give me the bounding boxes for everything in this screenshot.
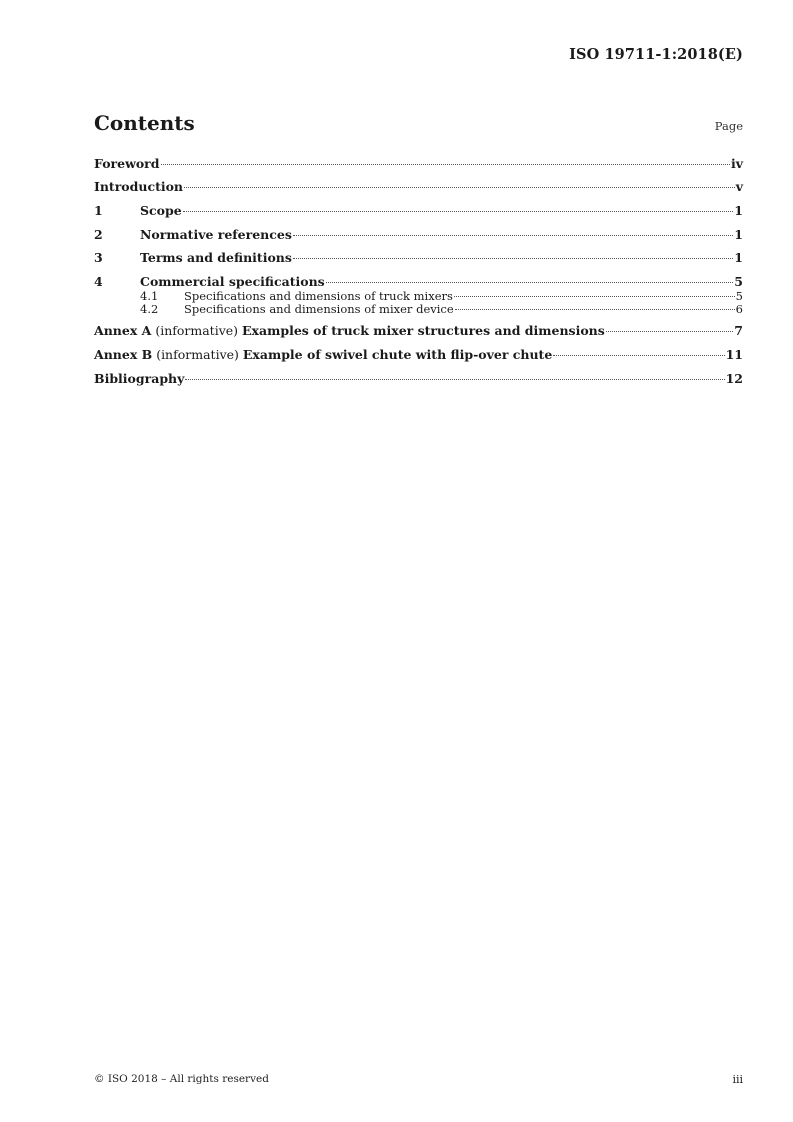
footer-page-number: iii xyxy=(732,1073,743,1086)
toc-entry-page: 1 xyxy=(734,250,743,265)
toc-leader xyxy=(553,355,724,356)
toc-entry-annex-note: (informative) xyxy=(156,347,239,362)
toc-entry-page: 5 xyxy=(734,274,743,289)
toc-leader xyxy=(293,235,733,236)
toc-entry-page: 5 xyxy=(735,289,743,303)
toc-entry-title: Specifications and dimensions of truck mixers xyxy=(184,289,453,303)
toc-entry-annex-label: Annex A xyxy=(94,323,152,338)
page-column-label: Page xyxy=(714,119,743,133)
toc-entry-page: 12 xyxy=(725,371,743,386)
toc-entry-title: Bibliography xyxy=(94,371,185,386)
toc-entry-title: Introduction xyxy=(94,179,184,194)
toc-entry-number: 3 xyxy=(94,250,103,265)
contents-title: Contents xyxy=(94,111,195,135)
toc-leader xyxy=(184,187,735,188)
toc-leader xyxy=(183,211,734,212)
toc-subentry-4-1[interactable] xyxy=(94,290,743,303)
toc-entry-normative-references[interactable] xyxy=(94,227,743,243)
toc-entry-introduction[interactable] xyxy=(94,179,743,195)
document-header-id: ISO 19711-1:2018(E) xyxy=(569,46,743,63)
toc-entry-title: Examples of truck mixer structures and dimensions xyxy=(242,323,605,338)
toc-entry-number: 4.1 xyxy=(140,289,159,303)
toc-entry-title: Normative references xyxy=(140,227,292,242)
toc-entry-annex-note: (informative) xyxy=(155,323,239,338)
toc-entry-annex-a[interactable] xyxy=(94,323,743,339)
toc-subentry-4-2[interactable] xyxy=(94,303,743,316)
toc-entry-number: 2 xyxy=(94,227,103,242)
toc-entry-scope[interactable] xyxy=(94,203,743,219)
table-of-contents xyxy=(94,156,743,387)
toc-entry-number: 1 xyxy=(94,203,103,218)
toc-leader xyxy=(293,258,733,259)
toc-entry-title: Commercial specifications xyxy=(140,274,325,289)
toc-leader xyxy=(606,331,734,332)
toc-leader xyxy=(454,296,735,297)
toc-leader xyxy=(326,282,734,283)
toc-entry-commercial-specifications[interactable] xyxy=(94,274,743,290)
toc-entry-title: Example of swivel chute with flip-over chute xyxy=(242,347,553,362)
toc-entry-page: 1 xyxy=(734,203,743,218)
toc-entry-number: 4 xyxy=(94,274,103,289)
toc-leader xyxy=(185,379,724,380)
toc-entry-foreword[interactable] xyxy=(94,156,743,172)
toc-entry-page: 6 xyxy=(735,301,743,316)
toc-entry-annex-label: Annex B xyxy=(94,347,153,362)
toc-entry-page: iv xyxy=(730,156,743,171)
toc-entry-page: 7 xyxy=(734,323,743,338)
toc-entry-annex-b[interactable] xyxy=(94,347,743,363)
toc-entry-terms-and-definitions[interactable] xyxy=(94,250,743,266)
toc-leader xyxy=(455,309,735,310)
footer-copyright: © ISO 2018 – All rights reserved xyxy=(94,1073,269,1085)
toc-entry-title: Specifications and dimensions of mixer device xyxy=(184,301,454,316)
toc-entry-page: 11 xyxy=(725,347,743,362)
toc-entry-number: 4.2 xyxy=(140,301,159,316)
toc-entry-title: Scope xyxy=(140,203,182,218)
toc-entry-bibliography[interactable] xyxy=(94,371,743,387)
toc-entry-page: v xyxy=(735,179,743,194)
toc-entry-title: Terms and definitions xyxy=(140,250,292,265)
toc-entry-page: 1 xyxy=(734,227,743,242)
toc-entry-title: Foreword xyxy=(94,156,160,171)
toc-leader xyxy=(161,164,730,165)
